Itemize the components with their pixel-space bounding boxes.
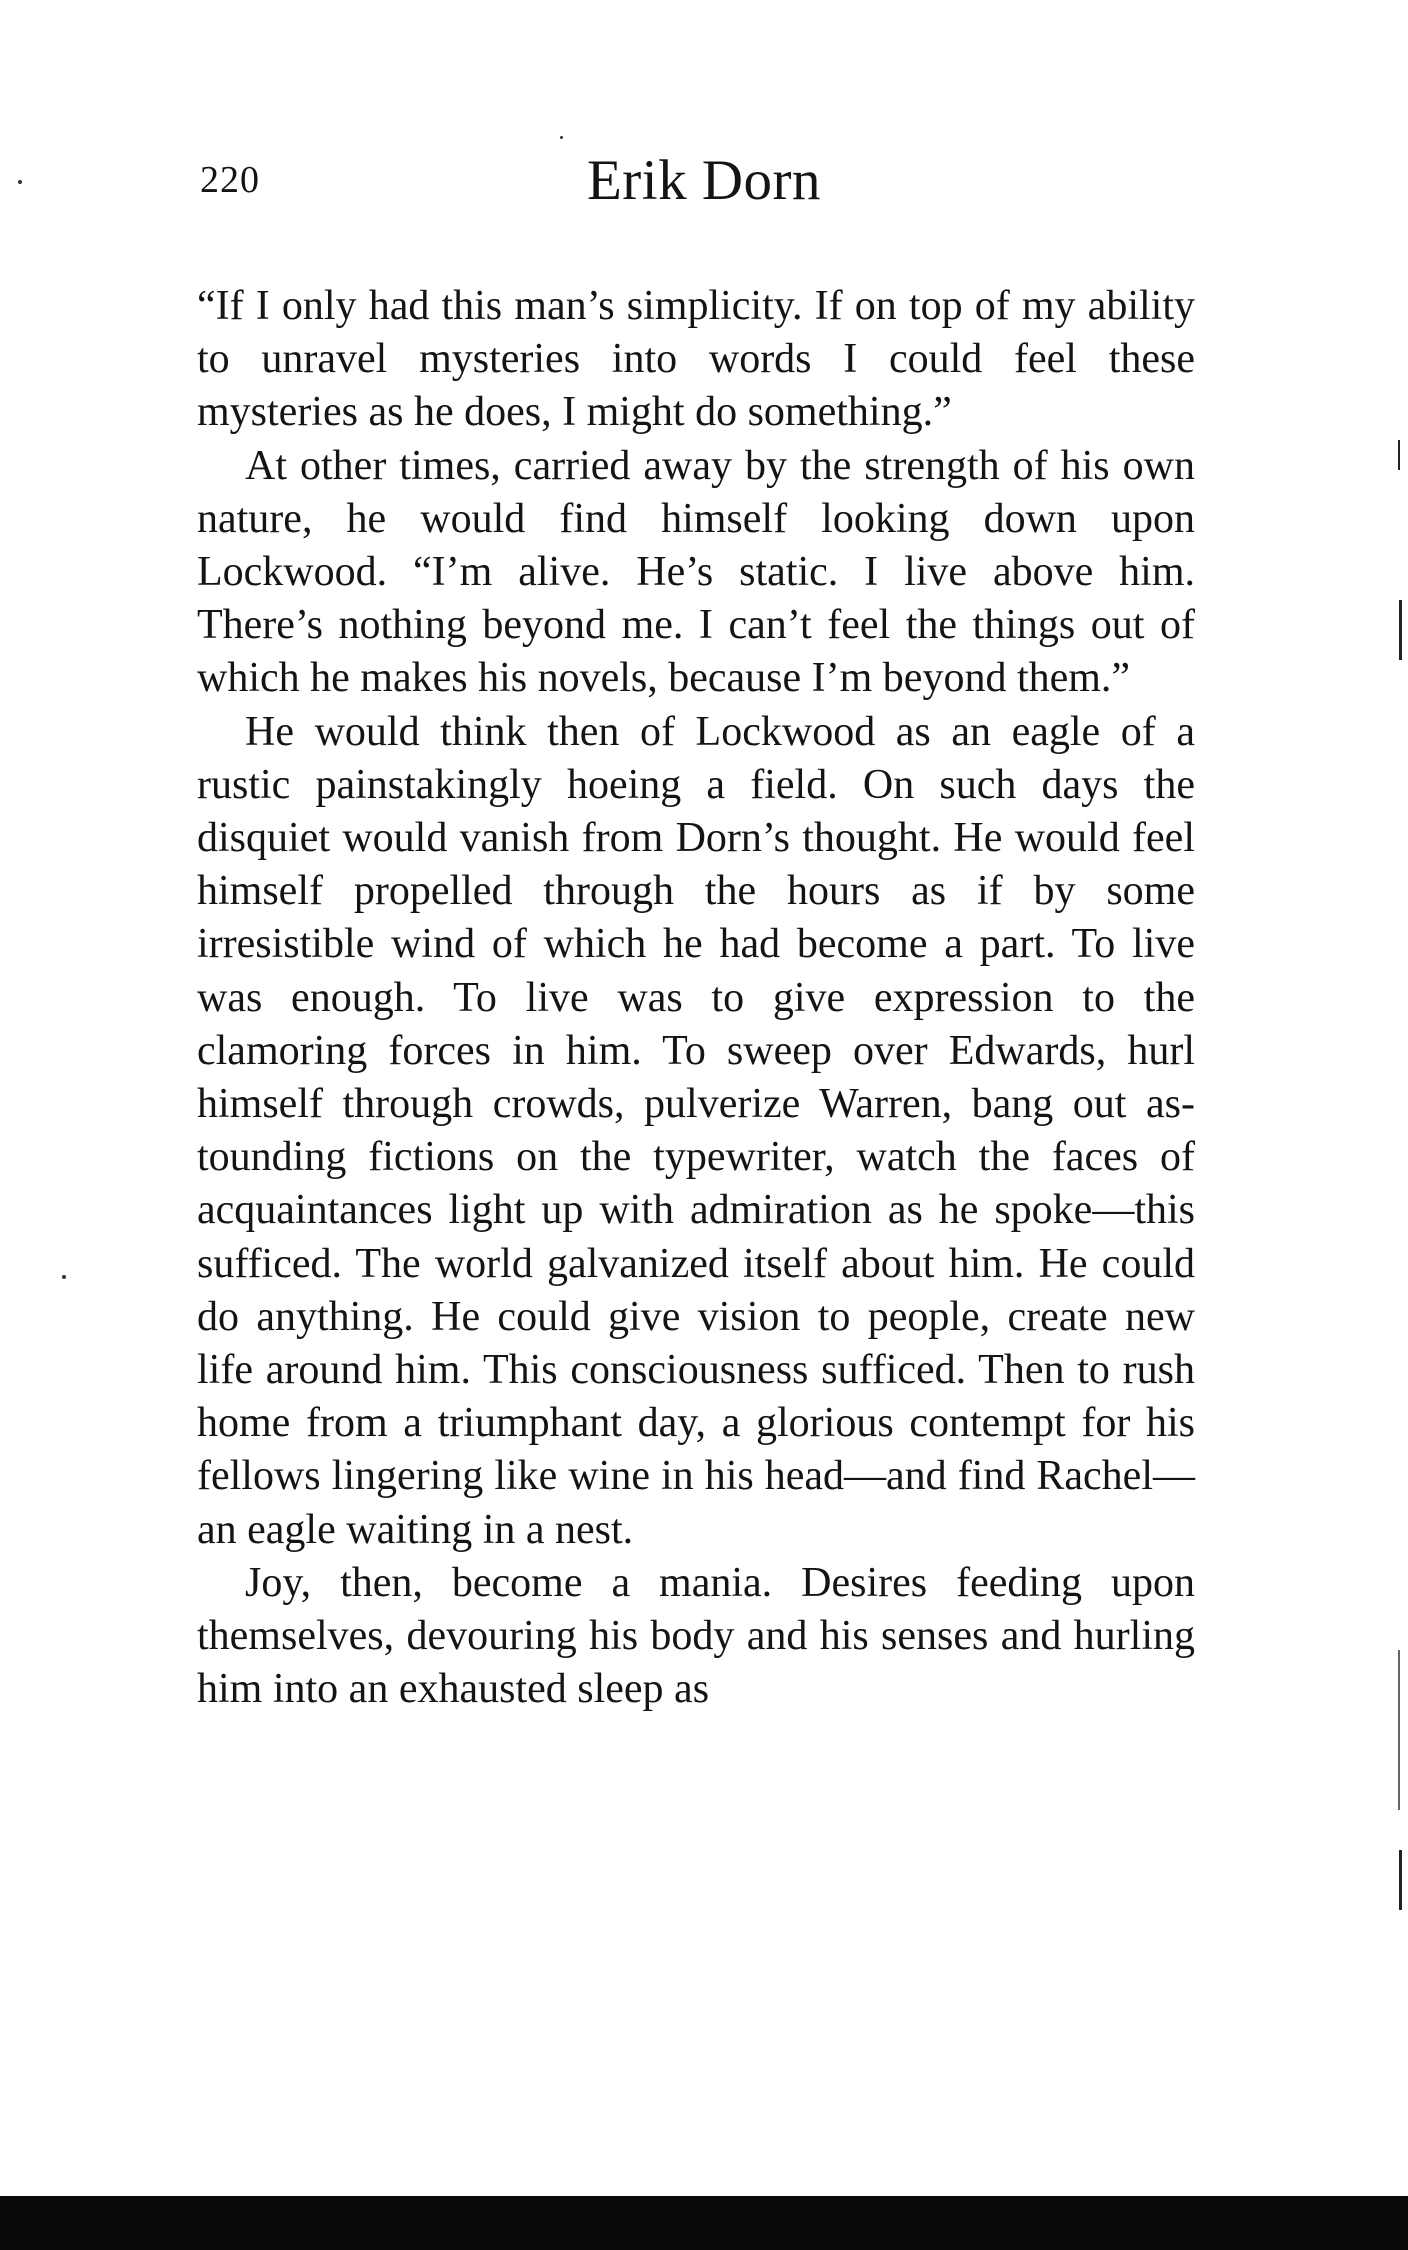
running-title: Erik Dorn — [586, 149, 822, 212]
paragraph-1: “If I only had this man’s simplicity. If on top of my ability to unravel mysteries into words I could feel these mysteries as he does, I might do something.” — [197, 283, 1195, 436]
paragraph-4: Joy, then, become a mania. Desires feeding upon themselves, devouring his body and his senses and hurling him into an exhausted sleep as — [197, 1559, 1195, 1713]
right-margin-mark-1 — [1398, 440, 1400, 470]
left-speck-2 — [62, 1275, 66, 1279]
right-margin-mark-3 — [1398, 1650, 1400, 1810]
page-number: 220 — [200, 159, 260, 201]
right-margin-mark-2 — [1399, 600, 1402, 660]
body-text — [197, 280, 1195, 1716]
title-speck — [560, 136, 563, 139]
paragraph-3: He would think then of Lockwood as an eagle of a rustic painstakingly hoeing a field. On such days the disquiet would vanish from Dorn’s thought. He would feel himself propelled through the hours as if by some irresistible wind of which he had become a part. To live was enough. To live was to give expression to the clamoring forces in him. To sweep over Edwards, hurl himself through crowds, pulverize Warren, bang out astounding fictions on the typewriter, watch the faces of acquaintances light up with admiration as he spoke—this sufficed. The world galvanized itself about him. He could do anything. He could give vision to people, create new life around him. This consciousness sufficed. Then to rush home from a triumphant day, a glorious contempt for his fellows lingering like wine in his head—and find Rachel—an eagle waiting in a nest. — [197, 708, 1195, 1553]
right-margin-mark-4 — [1399, 1850, 1402, 1910]
left-speck-1 — [18, 180, 22, 184]
paragraph-2: At other times, carried away by the strength of his own nature, he would find himself looking down upon Lockwood. “I’m alive. He’s static. I live above him. There’s nothing beyond me. I can’t feel the things out of which he makes his novels, because I’m beyond them.” — [197, 442, 1195, 702]
bottom-scan-border — [0, 2196, 1408, 2250]
